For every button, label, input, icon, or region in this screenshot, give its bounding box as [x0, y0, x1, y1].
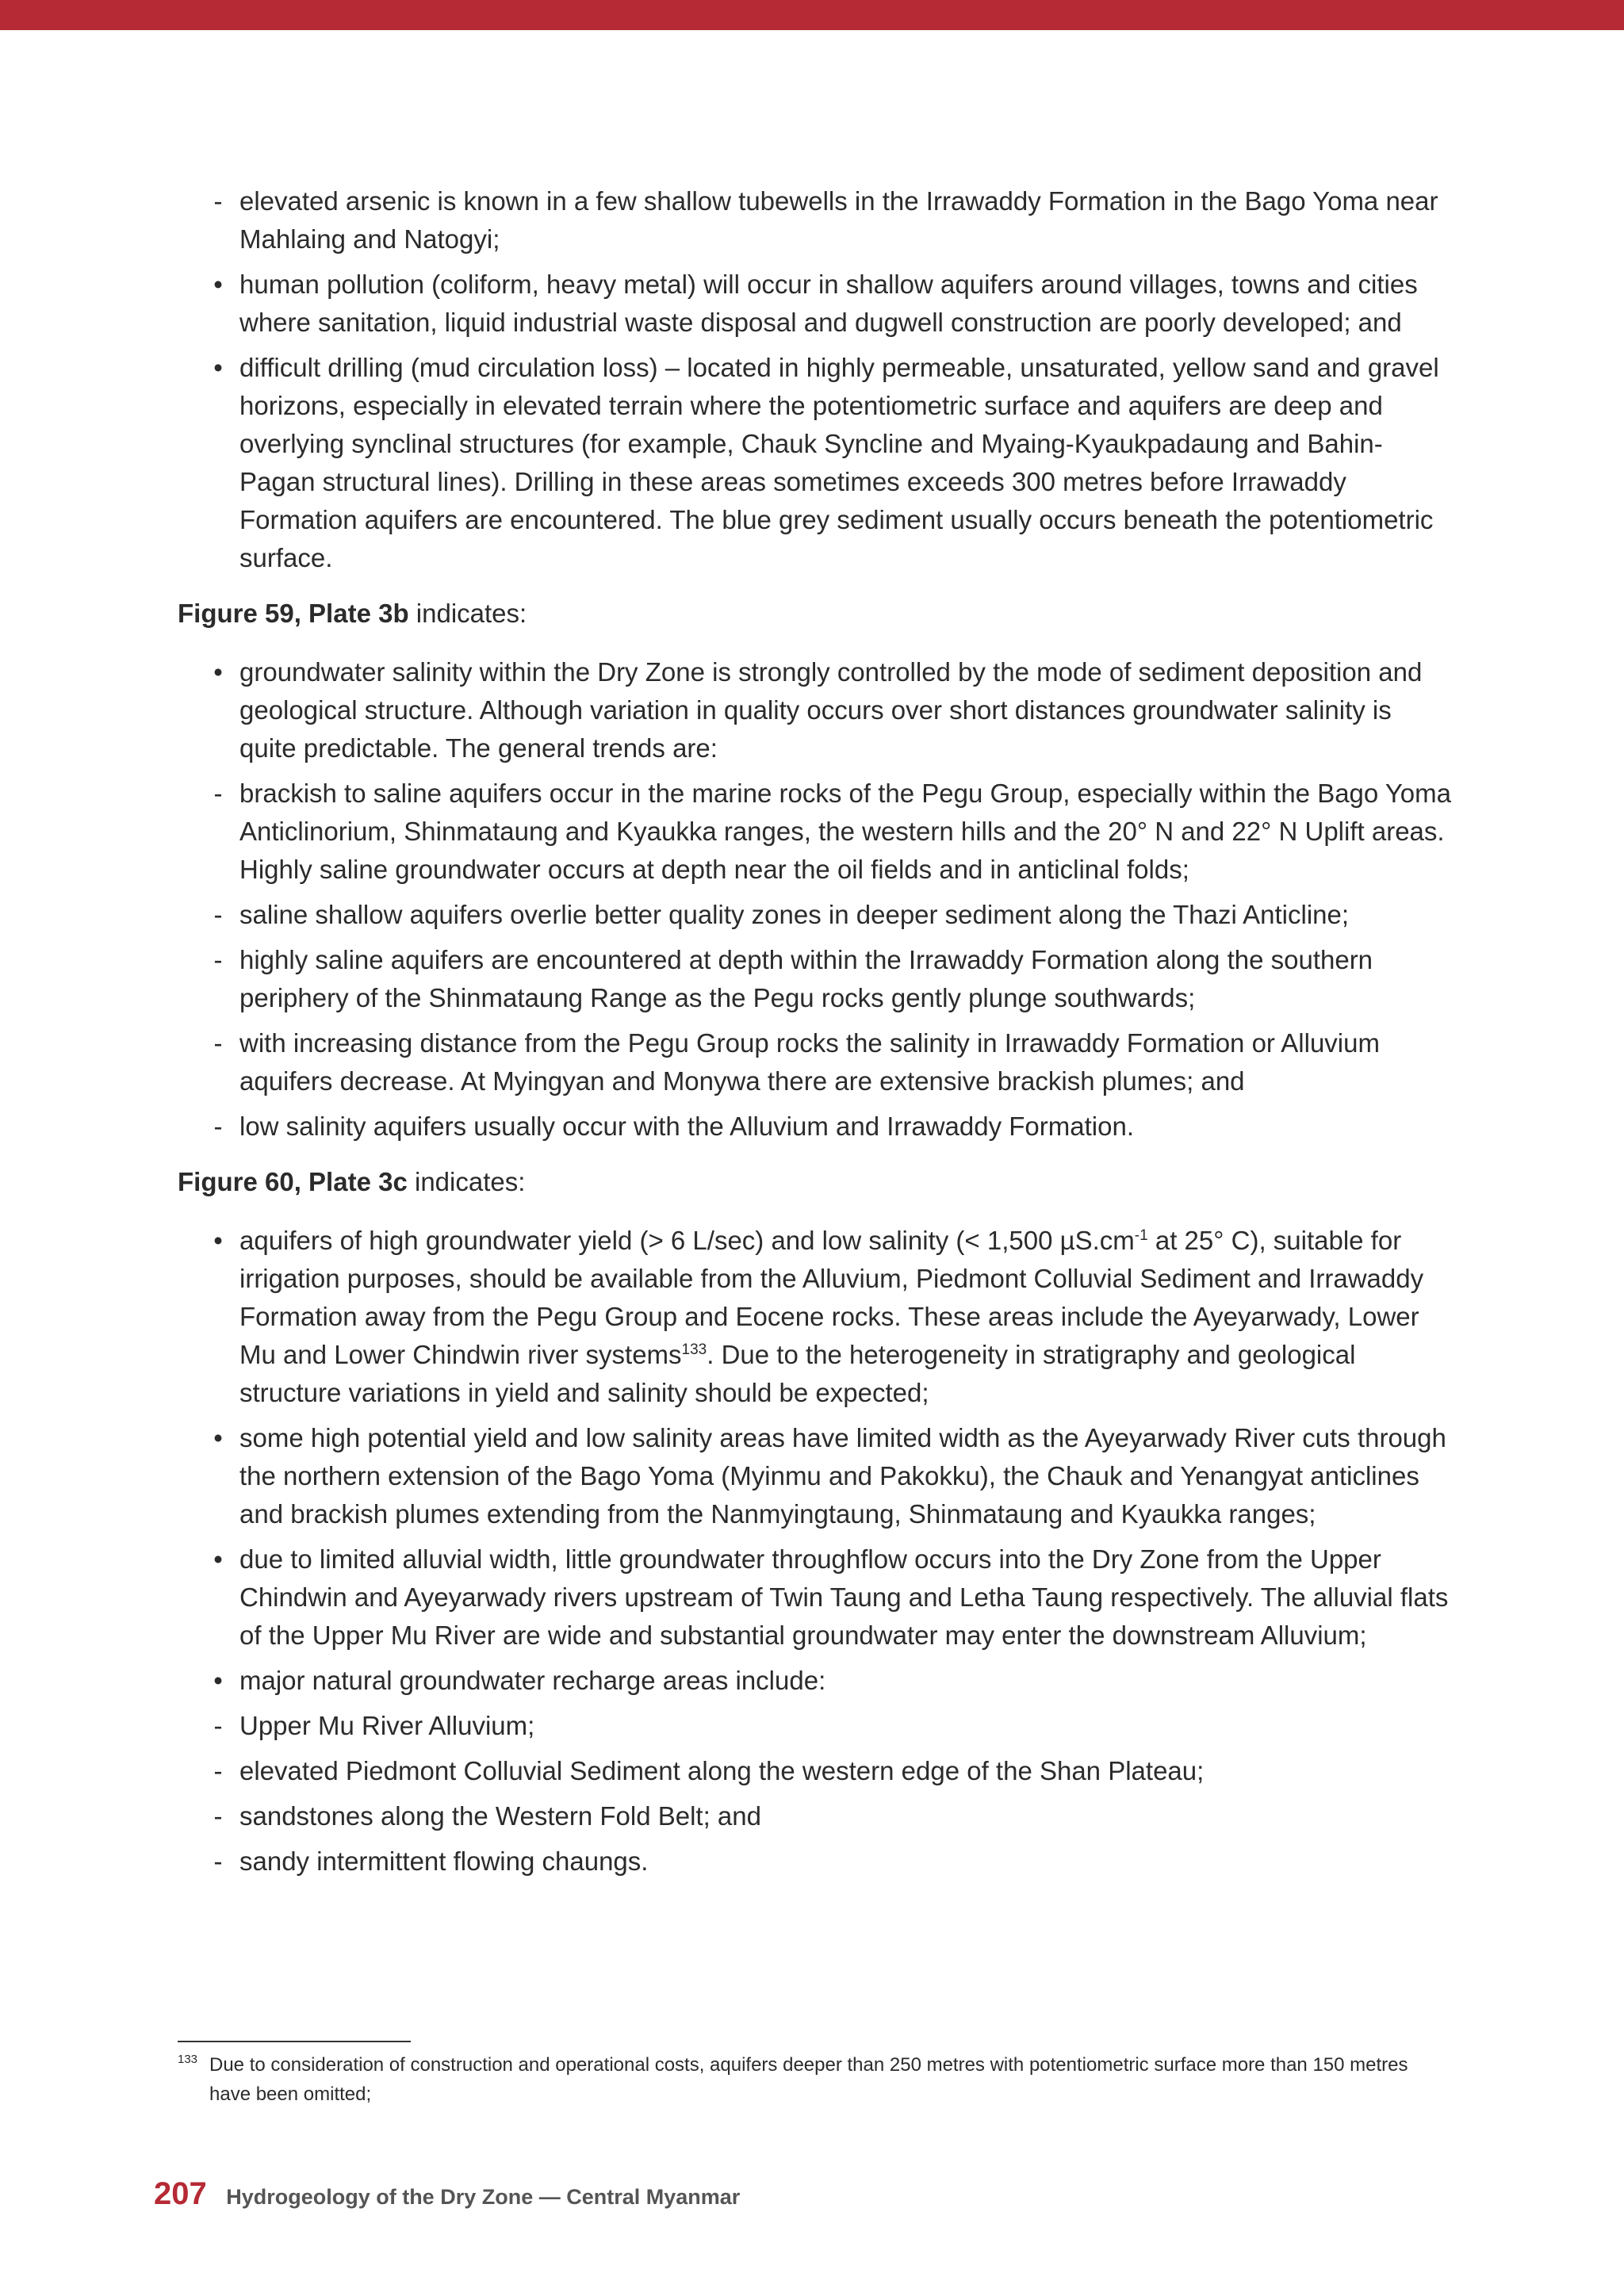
list-item	[178, 1797, 1454, 1835]
dash-marker: -	[213, 1756, 223, 1785]
page-body	[178, 182, 1454, 1888]
list-item-text: due to limited alluvial width, little groundwater throughflow occurs into the Dry Zone from the Upper Chindwin and Ayeyarwady rivers upstream of Twin Taung and Letha Taung respectively. The alluvial flats of the Upper Mu River are wide and substantial groundwater may enter the downstream Alluvium;	[239, 1544, 1449, 1650]
superscript-unit: -1	[1134, 1227, 1148, 1244]
bullet-marker: •	[213, 1666, 223, 1695]
bullet-marker: •	[213, 353, 223, 382]
list-item	[178, 896, 1454, 934]
dash-marker: -	[213, 779, 223, 808]
bullet-marker: •	[213, 270, 223, 299]
list-item-text-part: aquifers of high groundwater yield (> 6 L/sec) and low salinity (< 1,500 µS.cm	[239, 1226, 1135, 1255]
footnote	[178, 2050, 1446, 2109]
figure-60-intro-text: indicates:	[407, 1167, 526, 1196]
list-item-text: sandstones along the Western Fold Belt; and	[239, 1801, 761, 1831]
dash-marker: -	[213, 1028, 223, 1058]
list-item-text: sandy intermittent flowing chaungs.	[239, 1846, 649, 1876]
figure-60-reference: Figure 60, Plate 3c	[178, 1167, 408, 1196]
list-item-text: saline shallow aquifers overlie better quality zones in deeper sediment along the Thazi Anticline;	[239, 900, 1350, 929]
list-item-text-part: at 25° C), suitable for irrigation purposes, should be available from the Alluvium, Piedmont Colluvial Sediment and Irrawaddy Formation away from the Pegu Group and Eocene rocks. These areas include the Ayeyarwady, Lower Mu and Lower Chindwin river systems	[239, 1226, 1424, 1369]
list-item	[178, 349, 1454, 577]
list-item-text: elevated arsenic is known in a few shallow tubewells in the Irrawaddy Formation in the Bago Yoma near Mahlaing and Natogyi;	[239, 186, 1438, 254]
list-item	[178, 182, 1454, 258]
footnote-text: Due to consideration of construction and operational costs, aquifers deeper than 250 metres with potentiometric surface more than 150 metres have been omitted;	[209, 2054, 1408, 2105]
list-item-text: groundwater salinity within the Dry Zone is strongly controlled by the mode of sediment deposition and geological structure. Although variation in quality occurs over short distances groundwater salinity is quite predictable. The general trends are:	[239, 657, 1423, 763]
dash-marker: -	[213, 1711, 223, 1740]
list-item	[178, 775, 1454, 889]
list-item	[178, 1540, 1454, 1655]
bullet-marker: •	[213, 657, 223, 687]
figure-60-intro	[178, 1163, 1454, 1201]
footnote-reference[interactable]: 133	[681, 1341, 707, 1358]
list-item	[178, 1024, 1454, 1100]
dash-marker: -	[213, 1846, 223, 1876]
page-footer	[154, 2176, 740, 2212]
list-item-text: brackish to saline aquifers occur in the marine rocks of the Pegu Group, especially within the Bago Yoma Anticlinorium, Shinmataung and Kyaukka ranges, the western hills and the 20° N and 22° N Uplift areas. Highly saline groundwater occurs at depth near the oil fields and in anticlinal folds;	[239, 779, 1452, 884]
bullet-marker: •	[213, 1226, 223, 1255]
top-accent-bar	[0, 0, 1624, 30]
bullet-marker: •	[213, 1423, 223, 1452]
list-item	[178, 1419, 1454, 1533]
footnote-divider	[178, 2041, 411, 2042]
list-item-text: Upper Mu River Alluvium;	[239, 1711, 535, 1740]
list-item	[178, 1707, 1454, 1745]
list-item	[178, 1662, 1454, 1700]
list-item-text	[239, 1226, 1423, 1407]
footnote-number: 133	[178, 2053, 198, 2066]
list-item-text: human pollution (coliform, heavy metal) will occur in shallow aquifers around villages, towns and cities where sanitation, liquid industrial waste disposal and dugwell construction are poorly developed; and	[239, 270, 1418, 337]
list-item	[178, 941, 1454, 1017]
list-item-text: elevated Piedmont Colluvial Sediment along the western edge of the Shan Plateau;	[239, 1756, 1205, 1785]
list-item	[178, 653, 1454, 767]
list-item-text: highly saline aquifers are encountered at depth within the Irrawaddy Formation along the southern periphery of the Shinmataung Range as the Pegu rocks gently plunge southwards;	[239, 945, 1373, 1012]
figure-59-reference: Figure 59, Plate 3b	[178, 599, 409, 628]
list-item	[178, 266, 1454, 342]
list-item	[178, 1222, 1454, 1412]
list-item-text-part: . Due to the heterogeneity in stratigraphy and geological structure variations in yield and salinity should be expected;	[239, 1340, 1356, 1407]
figure-59-intro-text: indicates:	[408, 599, 527, 628]
list-item-text: difficult drilling (mud circulation loss) – located in highly permeable, unsaturated, yellow sand and gravel horizons, especially in elevated terrain where the potentiometric surface and aquifers are deep and overlying synclinal structures (for example, Chauk Syncline and Myaing-Kyaukpadaung and Bahin-Pagan structural lines). Drilling in these areas sometimes exceeds 300 metres before Irrawaddy Formation aquifers are encountered. The blue grey sediment usually occurs beneath the potentiometric surface.	[239, 353, 1439, 572]
list-item	[178, 1843, 1454, 1881]
dash-marker: -	[213, 1801, 223, 1831]
list-item	[178, 1752, 1454, 1790]
running-title: Hydrogeology of the Dry Zone — Central Myanmar	[226, 2185, 741, 2209]
list-item-text: some high potential yield and low salinity areas have limited width as the Ayeyarwady River cuts through the northern extension of the Bago Yoma (Myinmu and Pakokku), the Chauk and Yenangyat anticlines and brackish plumes extending from the Nanmyingtaung, Shinmataung and Kyaukka ranges;	[239, 1423, 1446, 1529]
dash-marker: -	[213, 945, 223, 974]
figure-59-intro	[178, 595, 1454, 633]
list-item-text: low salinity aquifers usually occur with the Alluvium and Irrawaddy Formation.	[239, 1112, 1134, 1141]
list-item-text: major natural groundwater recharge areas include:	[239, 1666, 826, 1695]
dash-marker: -	[213, 1112, 223, 1141]
dash-marker: -	[213, 900, 223, 929]
dash-marker: -	[213, 186, 223, 216]
list-item	[178, 1108, 1454, 1146]
list-item-text: with increasing distance from the Pegu Group rocks the salinity in Irrawaddy Formation or Alluvium aquifers decrease. At Myingyan and Monywa there are extensive brackish plumes; and	[239, 1028, 1380, 1096]
page-number: 207	[154, 2176, 207, 2211]
bullet-marker: •	[213, 1544, 223, 1574]
